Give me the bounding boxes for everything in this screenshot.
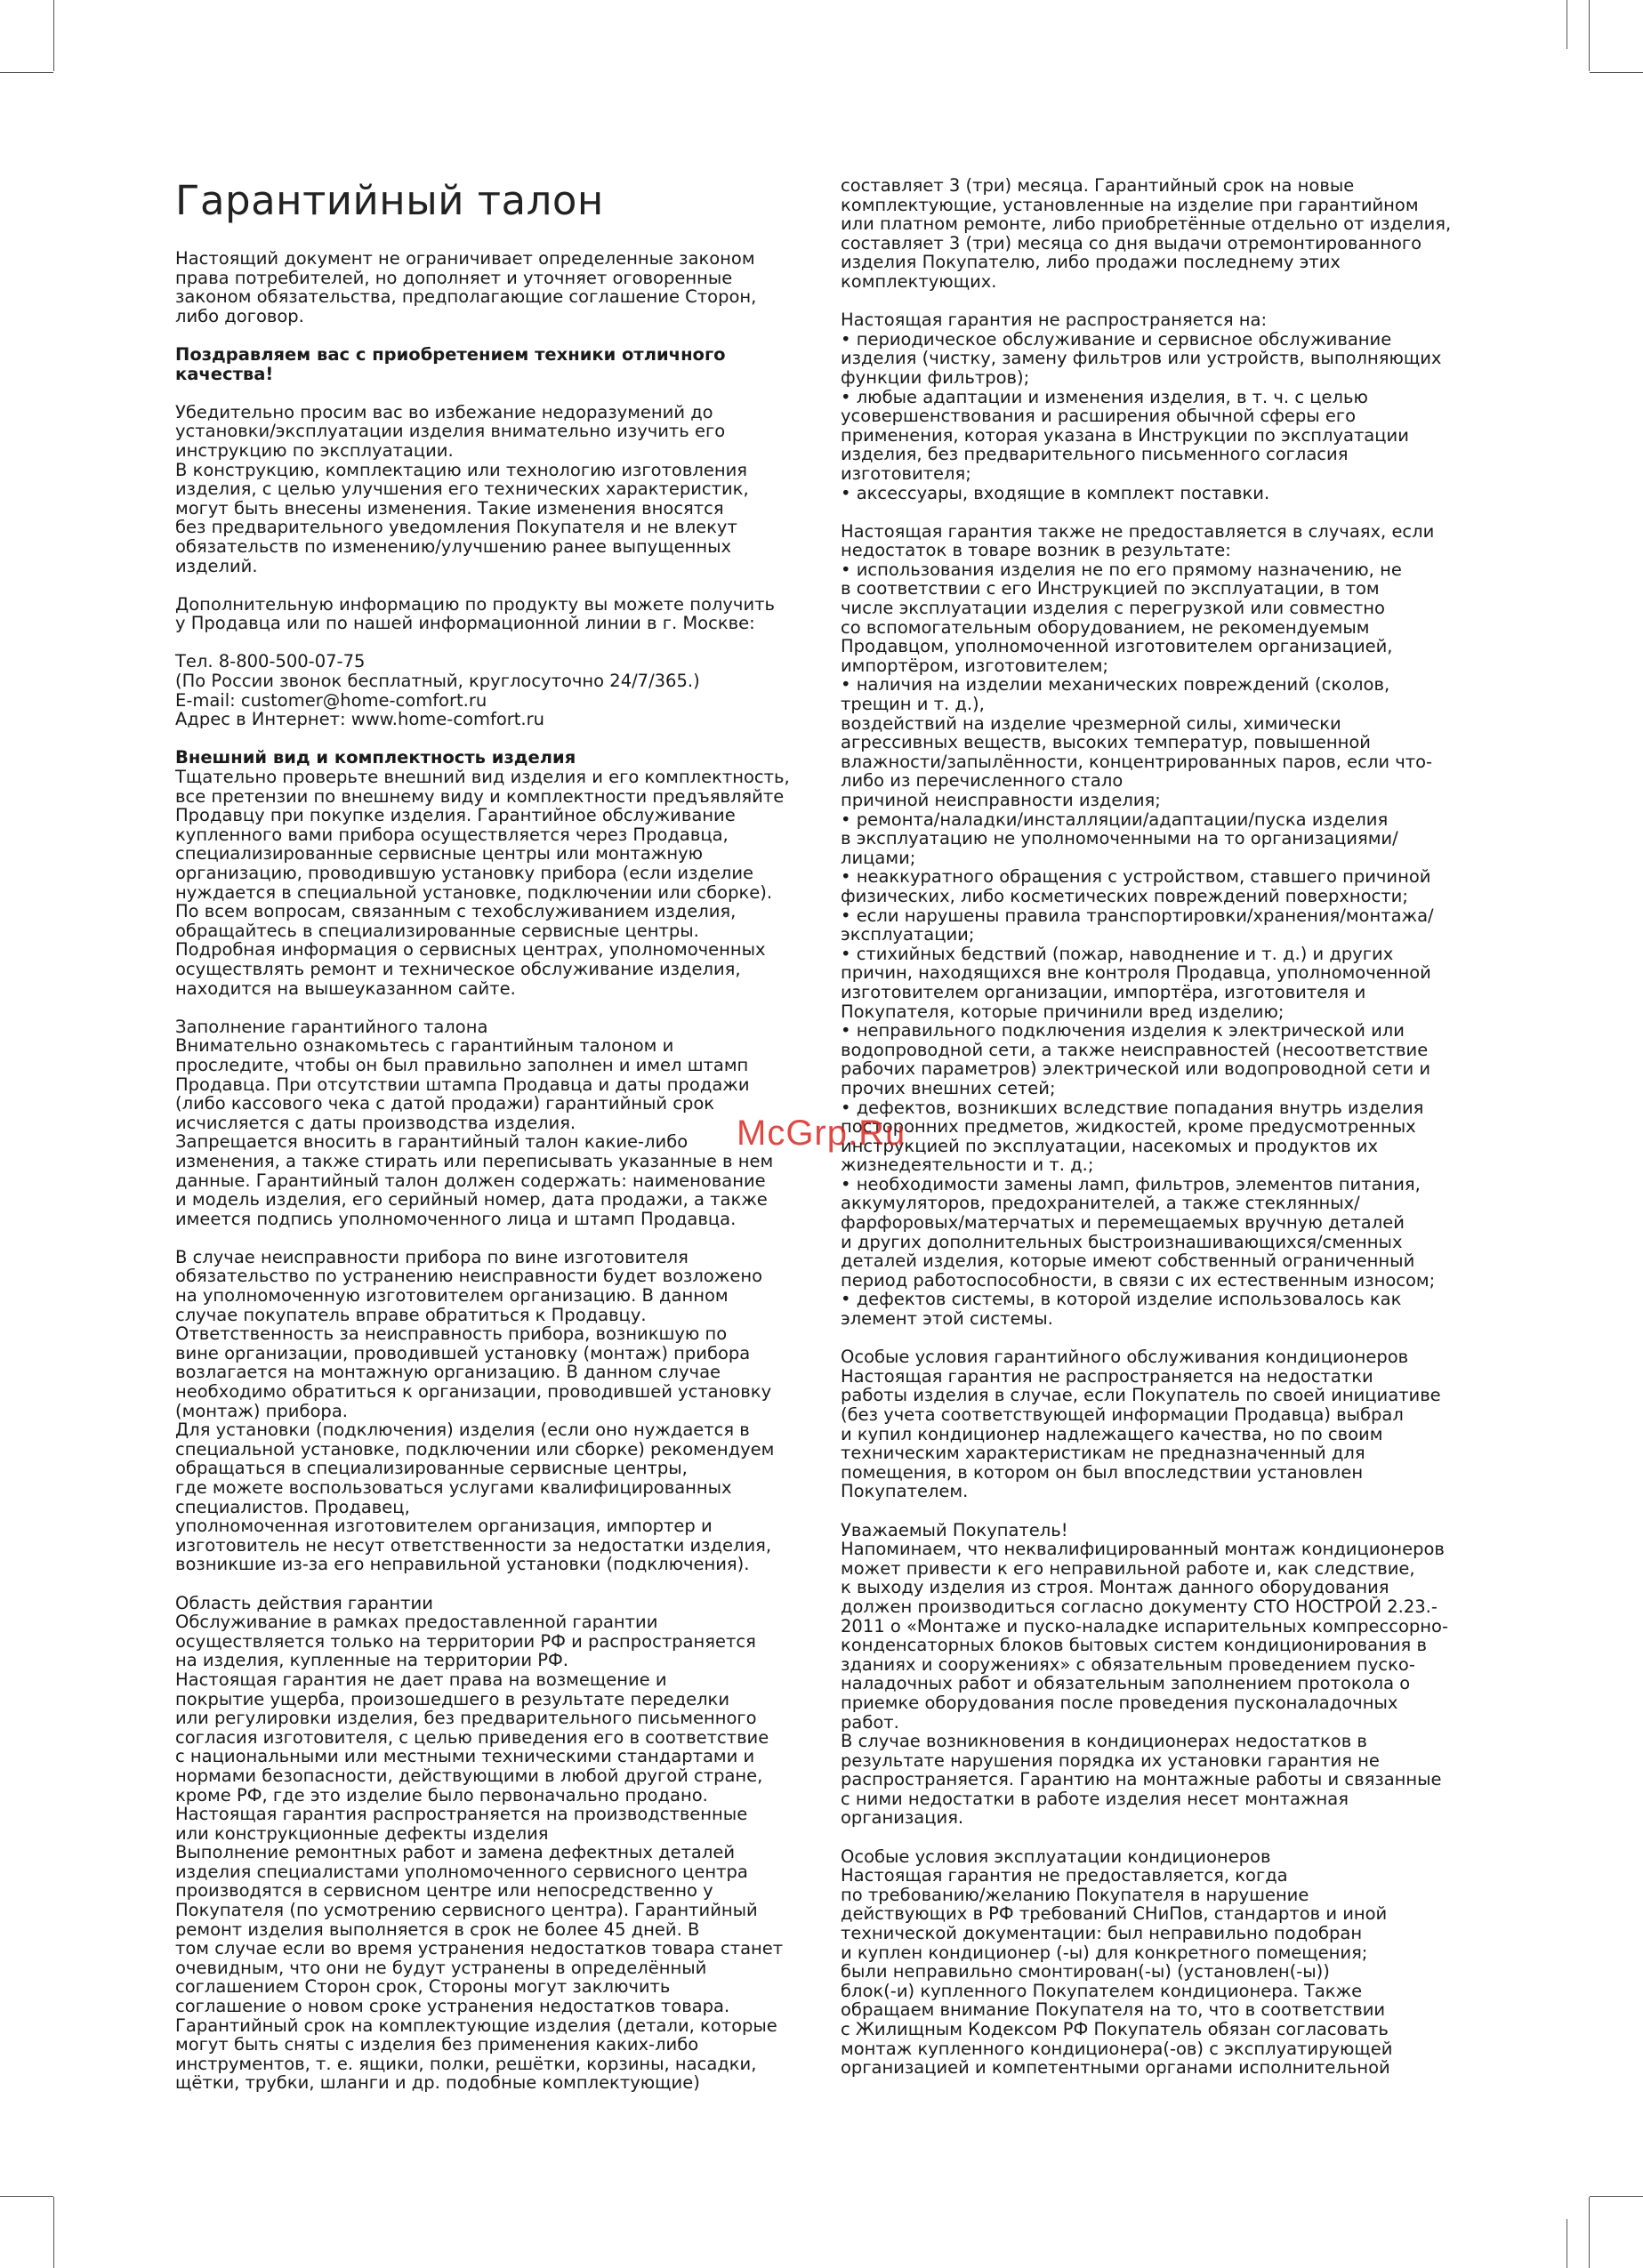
contacts-paragraph: Тел. 8-800-500-07-75 (По России звонок бесплатный, круглосуточно 24/7/365.) E-mail: customer@home-comfort.ru Адрес в Интернет: www.home-comfort.ru [175,651,700,730]
filling-paragraph: Заполнение гарантийного талона Внимательно ознакомьтесь с гарантийным талоном и проследите, чтобы он был правильно заполнен и имел штамп Продавца. При отсутствии штампа Продавца и даты продажи (либо кассового чека с датой продажи) гарантийный срок исчисляется с даты производства изделия. Запрещается вносить в гарантийный талон какие-либо изменения, а также стирать или переписывать указанные в нем данные. Гарантийный талон должен содержать: наименование и модель изделия, его серийный номер, дата продажи, а также имеется подпись уполномоченного лица и штамп Продавца. [175,1016,774,1229]
appearance-paragraph: Тщательно проверьте внешний вид изделия и его комплектность, все претензии по внешнему виду и комплектности предъявляйте Продавцу при покупке изделия. Гарантийное обслуживание купленного вами прибора осуществляется через Продавца, специализированные сервисные центры или монтажную организацию, проводившую установку прибора (если изделие нуждается в специальной установке, подключении или сборке). По всем вопросам, связанным с техобслуживанием изделия, обращайтесь в специализированные сервисные центры. Подробная информация о сервисных центрах, уполномоченных осуществлять ремонт и техническое обслуживание изделия, находится на вышеуказанном сайте. [175,767,790,999]
right-column [841,176,1468,2078]
crop-mark-bottom-left-h [0,2196,53,2197]
info-paragraph: Дополнительную информацию по продукту вы можете получить у Продавца или по нашей информационной линии в г. Москве: [175,593,775,634]
crop-mark-top-left-h [0,72,53,73]
ac-operation-paragraph: Особые условия эксплуатации кондиционеров Настоящая гарантия не предоставляется, когда по требованию/желанию Покупателя в нарушение действующих в РФ требований СНиПов, стандартов и иной технической документации: был неправильно подобран и куплен кондиционер (-ы) для конкретного помещения; были неправильно смонтирован(-ы) (установлен(-ы)) блок(-и) купленного Покупателем кондиционера. Также обращаем внимание Покупателя на то, что в соответствии с Жилищным Кодексом РФ Покупатель обязан согласовать монтаж купленного кондиционера(-ов) с эксплуатирующей организацией и компетентными органами исполнительной [841,1846,1393,2079]
left-column [175,178,798,2093]
dear-buyer-paragraph: Уважаемый Покупатель! Напоминаем, что неквалифицированный монтаж кондиционеров может привести к его неправильной работе и, как следствие, к выходу изделия из строя. Монтаж данного оборудования должен производиться согласно документу СТО НОСТРОЙ 2.23.- 2011 о «Монтаже и пуско-наладке испарительных компрессорно- конденсаторных блоков бытовых систем кондиционирования в зданиях и сооружениях» с обязательным проведением пуско- наладочных работ и обязательным заполнением протокола о приемке оборудования после проведения пусконаладочных работ. В случае возникновения в кондиционерах недостатков в результате нарушения порядка их установки гарантия не распространяется. Гарантию на монтажные работы и связанные с ними недостатки в работе изделия несет монтажная организация. [841,1519,1449,1829]
appearance-heading: Внешний вид и комплектность изделия [175,747,576,768]
ac-service-paragraph: Особые условия гарантийного обслуживания кондиционеров Настоящая гарантия не распространяется на недостатки работы изделия в случае, если Покупатель по своей инициативе (без учета соответствующей информации Продавца) выбрал и купил кондиционер надлежащего качества, но по своим техническим характеристикам не предназначенный для помещения, в котором он был впоследствии установлен Покупателем. [841,1347,1441,1502]
crop-mark-bottom-right-2 [1566,2219,1567,2268]
not-provided-paragraph: Настоящая гарантия также не предоставляется в случаях, если недостаток в товаре возник в результате: • использования изделия не по его прямому назначению, не в соответствии с его Инструкцией по эксплуатации, в том числе эксплуатации изделия с перегрузкой или совместно со вспомогательным оборудованием, не рекомендуемым Продавцом, уполномоченной изготовителем организацией, импортёром, изготовителем; • наличия на изделии механических повреждений (сколов, трещин и т. д.), воздействий на изделие чрезмерной силы, химически агрессивных веществ, высоких температур, повышенной влажности/запылённости, концентрированных паров, если что- либо из перечисленного стало причиной неисправности изделия; • ремонта/наладки/инсталляции/адаптации/пуска изделия в эксплуатацию не уполномоченными на то организациями/ лицами; • неаккуратного обращения с устройством, ставшего причиной физических, либо косметических повреждений поверхности; • если нарушены правила транспортировки/хранения/монтажа/ эксплуатации; • стихийных бедствий (пожар, наводнение и т. д.) и других причин, находящихся вне контроля Продавца, уполномоченной изготовителем организации, импортёра, изготовителя и Покупателя, которые причинили вред изделию; • неправильного подключения изделия к электрической или водопроводной сети, а также неисправностей (несоответствие рабочих параметров) электрической или водопроводной сети и прочих внешних сетей; • дефектов, возникших вследствие попадания внутрь изделия посторонних предметов, жидкостей, кроме предусмотренных инструкцией по эксплуатации, насекомых и продуктов их жизнедеятельности и т. д.; • необходимости замены ламп, фильтров, элементов питания, аккумуляторов, предохранителей, а также стеклянных/ фарфоровых/матерчатых и перемещаемых вручную деталей и других дополнительных быстроизнашивающихся/сменных деталей изделия, которые имеют собственный ограниченный период работоспособности, в связи с их естественным износом; • дефектов системы, в которой изделие использовалось как элемент этой системы. [841,520,1436,1330]
crop-mark-top-right [1566,0,1567,49]
crop-mark-bottom-left [53,2197,54,2268]
scope-paragraph: Область действия гарантии Обслуживание в рамках предоставленной гарантии осуществляется только на территории РФ и распространяется на изделия, купленные на территории РФ. Настоящая гарантия не дает права на возмещение и покрытие ущерба, произошедшего в результате переделки или регулировки изделия, без предварительного письменного согласия изготовителя, с целью приведения его в соответствие с национальными или местными техническими стандартами и нормами безопасности, действующими в любой другой стране, кроме РФ, где это изделие было первоначально продано. Настоящая гарантия распространяется на производственные или конструкционные дефекты изделия Выполнение ремонтных работ и замена дефектных деталей изделия специалистами уполномоченного сервисного центра производятся в сервисном центре или непосредственно у Покупателя (по усмотрению сервисного центра). Гарантийный ремонт изделия выполняется в срок не более 45 дней. В том случае если во время устранения недостатков товара станет очевидным, что они не будут устранены в определённый соглашением Сторон срок, Стороны могут заключить соглашение о новом сроке устранения недостатков товара. Гарантийный срок на комплектующие изделия (детали, которые могут быть сняты с изделия без применения каких-либо инструментов, т. е. ящики, полки, решётки, корзины, насадки, щётки, трубки, шланги и др. подобные комплектующие) [175,1592,784,2094]
request-paragraph: Убедительно просим вас во избежание недоразумений до установки/эксплуатации изделия внимательно изучить его инструкцию по эксплуатации. В конструкцию, комплектацию или технологию изготовления изделия, с целью улучшения его технических характеристик, могут быть внесены изменения. Такие изменения вносятся без предварительного уведомления Покупателя и не влекут обязательств по изменению/улучшению ранее выпущенных изделий. [175,401,749,576]
crop-mark-bottom-right-h [1590,2196,1643,2197]
crop-mark-top-left [53,0,54,71]
crop-mark-top-right-h [1590,72,1643,73]
term-paragraph: составляет 3 (три) месяца. Гарантийный срок на новые комплектующие, установленные на изделие при гарантийном или платном ремонте, либо приобретённые отдельно от изделия, составляет 3 (три) месяца со дня выдачи отремонтированного изделия Покупателю, либо продажи последнему этих комплектующих. [841,175,1452,292]
crop-mark-top-right-2 [1589,0,1590,71]
intro-paragraph: Настоящий документ не ограничивает определенные законом права потребителей, но дополняет и уточняет оговоренные законом обязательства, предполагающие соглашение Сторон, либо договор. [175,248,757,326]
congrats-paragraph: Поздравляем вас с приобретением техники отличного качества! [175,343,726,384]
malfunction-paragraph: В случае неисправности прибора по вине изготовителя обязательство по устранению неисправности будет возложено на уполномоченную изготовителем организацию. В данном случае покупатель вправе обратиться к Продавцу. Ответственность за неисправность прибора, возникшую по вине организации, проводившей установку (монтаж) прибора возлагается на монтажную организацию. В данном случае необходимо обратиться к организации, проводившей установку (монтаж) прибора. Для установки (подключения) изделия (если оно нуждается в специальной установке, подключении или сборке) рекомендуем обращаться в специализированные сервисные центры, где можете воспользоваться услугами квалифицированных специалистов. Продавец, уполномоченная изготовителем организация, импортер и изготовитель не несут ответственности за недостатки изделия, возникшие из-за его неправильной установки (подключения). [175,1246,775,1575]
watermark-logo: McGrp.Ru [737,1114,906,1153]
not-covered-paragraph: Настоящая гарантия не распространяется на: • периодическое обслуживание и сервисное обслуживание изделия (чистку, замену фильтров или устройств, выполняющих функции фильтров); • любые адаптации и изменения изделия, в т. ч. с целью усовершенствования и расширения обычной сферы его применения, которая указана в Инструкции по эксплуатации изделия, без предварительного письменного согласия изготовителя; • аксессуары, входящие в комплект поставки. [841,310,1442,503]
page-title: Гарантийный талон [175,177,604,224]
crop-mark-bottom-right [1589,2197,1590,2268]
